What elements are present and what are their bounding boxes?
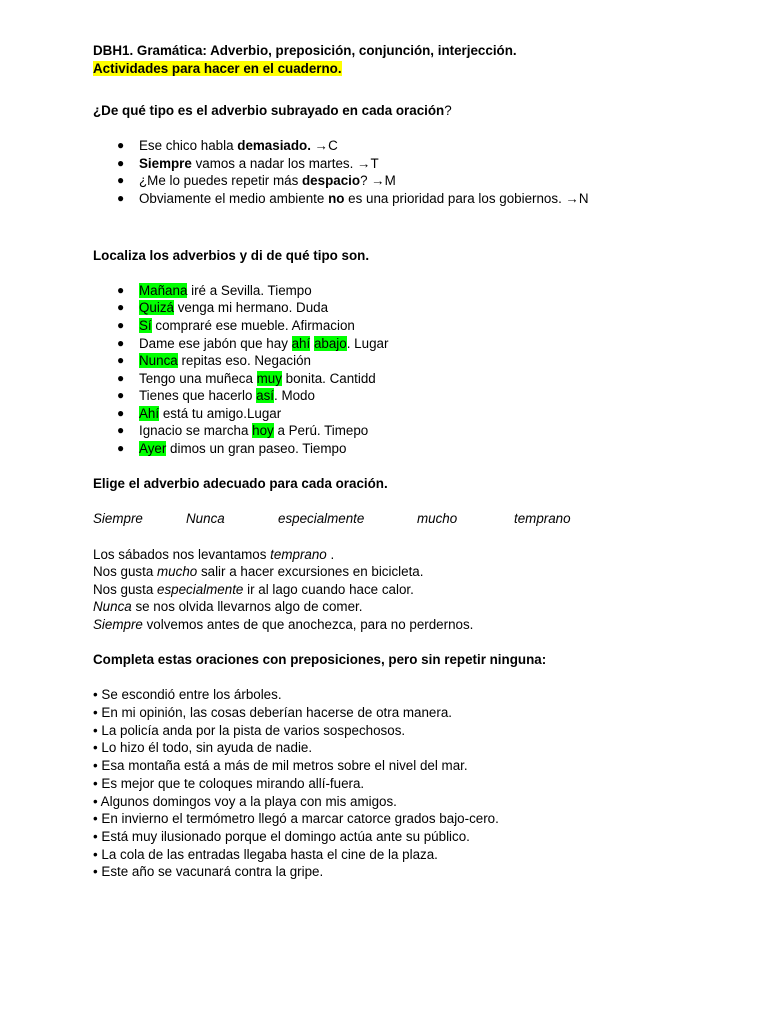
item-text: Tengo una muñeca xyxy=(139,370,257,386)
sentence-text: . xyxy=(326,546,335,562)
preposition-sentence: • En invierno el termómetro llegó a marcar catorce grados bajo-cero. xyxy=(93,811,499,827)
sentence-adverb: Siempre xyxy=(93,617,143,632)
section3-sentences xyxy=(93,546,768,634)
list-item xyxy=(93,155,768,173)
section4-list xyxy=(93,686,768,881)
highlighted-adverb: abajo xyxy=(313,335,347,351)
item-adverb: no xyxy=(328,190,345,206)
item-text: iré a Sevilla. Tiempo xyxy=(187,282,312,298)
list-item xyxy=(93,172,768,190)
item-text: →C xyxy=(310,137,338,153)
item-text: es una prioridad para los gobiernos. →N xyxy=(344,190,589,206)
bullet-dot: ● xyxy=(117,282,125,297)
bullet-dot: ● xyxy=(117,353,125,368)
sentence-adverb: especialmente xyxy=(157,581,244,597)
list-item xyxy=(93,299,768,317)
list-item xyxy=(93,190,768,208)
item-text: ? →M xyxy=(360,173,396,189)
highlighted-adverb: muy xyxy=(256,370,282,386)
highlighted-adverb: Ahí xyxy=(139,405,160,421)
list-item xyxy=(93,317,768,335)
highlighted-adverb: Nunca xyxy=(139,353,178,369)
subtitle-highlight: Actividades para hacer en el cuaderno. xyxy=(93,60,342,76)
section1-heading: ¿De qué tipo es el adverbio subrayado en cada oración? xyxy=(93,102,452,118)
section2-list xyxy=(93,282,768,458)
bullet-dot: ● xyxy=(117,388,125,403)
highlighted-adverb: así xyxy=(256,388,274,404)
sentence xyxy=(93,598,768,616)
sentence-text: se nos olvida llevarnos algo de comer. xyxy=(131,599,363,615)
bullet-dot: ● xyxy=(117,441,125,456)
preposition-sentence: • Esa montaña está a más de mil metros sobre el nivel del mar. xyxy=(93,758,468,774)
choice-word: especialmente xyxy=(278,511,365,527)
document-subtitle xyxy=(93,60,768,78)
bullet-dot: ● xyxy=(117,317,125,332)
bullet-dot: ● xyxy=(117,405,125,420)
adverb-choices xyxy=(93,510,768,528)
item-text: Ese chico habla xyxy=(139,137,238,153)
list-item xyxy=(93,440,768,458)
item-adverb: demasiado. xyxy=(237,137,311,153)
list-item xyxy=(93,422,768,440)
preposition-sentence: • Lo hizo él todo, sin ayuda de nadie. xyxy=(93,740,313,756)
sentence-text: Nos gusta xyxy=(93,564,158,580)
sentence-adverb: mucho xyxy=(157,564,198,580)
item-text: . Modo xyxy=(274,388,315,404)
sentence-text: salir a hacer excursiones en bicicleta. xyxy=(197,564,424,580)
list-item xyxy=(93,137,768,155)
bullet-dot: ● xyxy=(117,370,125,385)
list-item xyxy=(93,352,768,370)
preposition-sentence: • Se escondió entre los árboles. xyxy=(93,687,282,703)
preposition-sentence: • La policía anda por la pista de varios sospechosos. xyxy=(93,722,406,738)
document-title: DBH1. Gramática: Adverbio, preposición, conjunción, interjección. xyxy=(93,43,517,58)
preposition-sentence: • Algunos domingos voy a la playa con mis amigos. xyxy=(93,793,397,809)
choice-word: mucho xyxy=(417,511,458,527)
preposition-sentence: • La cola de las entradas llegaba hasta el cine de la plaza. xyxy=(93,846,438,862)
sentence-adverb: Nunca xyxy=(93,599,132,615)
highlighted-adverb: Ayer xyxy=(139,441,167,457)
item-adverb: despacio xyxy=(302,173,361,189)
item-text: Dame ese jabón que hay xyxy=(139,335,292,351)
item-text: está tu amigo.Lugar xyxy=(159,405,282,421)
sentence-text: volvemos antes de que anochezca, para no perdernos. xyxy=(142,617,474,632)
preposition-sentence: • Este año se vacunará contra la gripe. xyxy=(93,864,324,880)
item-text: repitas eso. Negación xyxy=(177,353,311,369)
section3-heading: Elige el adverbio adecuado para cada oración. xyxy=(93,476,388,492)
preposition-sentence: • En mi opinión, las cosas deberían hacerse de otra manera. xyxy=(93,705,452,721)
item-text: a Perú. Timepo xyxy=(273,423,369,439)
highlighted-adverb: hoy xyxy=(252,423,274,439)
list-item xyxy=(93,370,768,388)
sentence xyxy=(93,546,768,564)
sentence-adverb: temprano xyxy=(270,546,327,562)
bullet-dot: ● xyxy=(117,335,125,350)
item-text: Tienes que hacerlo xyxy=(139,388,257,404)
choice-word: Nunca xyxy=(186,511,225,527)
highlighted-adverb: Quizá xyxy=(139,300,174,316)
item-text: Ignacio se marcha xyxy=(139,423,253,439)
item-text: bonita. Cantidd xyxy=(281,370,376,386)
item-text: compraré ese mueble. Afirmacion xyxy=(151,317,355,333)
highlighted-adverb: ahí xyxy=(291,335,311,351)
bullet-dot: ● xyxy=(117,300,125,315)
bullet-dot: ● xyxy=(117,155,125,170)
item-adverb: Siempre xyxy=(139,155,192,171)
list-item xyxy=(93,335,768,353)
bullet-dot: ● xyxy=(117,173,125,188)
preposition-sentence: • Es mejor que te coloques mirando allí-fuera. xyxy=(93,775,365,791)
item-text: . Lugar xyxy=(346,335,389,351)
list-item xyxy=(93,387,768,405)
bullet-dot: ● xyxy=(117,137,125,152)
item-text: Obviamente el medio ambiente xyxy=(139,190,329,206)
highlighted-adverb: Sí xyxy=(139,317,152,333)
choice-word: Siempre xyxy=(93,511,143,527)
item-text: venga mi hermano. Duda xyxy=(173,300,329,316)
item-text: vamos a nadar los martes. →T xyxy=(191,155,379,171)
section4-heading: Completa estas oraciones con preposiciones, pero sin repetir ninguna: xyxy=(93,652,547,668)
sentence xyxy=(93,616,768,634)
choice-word: temprano xyxy=(514,511,571,527)
list-item xyxy=(93,405,768,423)
sentence xyxy=(93,581,768,599)
list-item xyxy=(93,282,768,300)
item-text: ¿Me lo puedes repetir más xyxy=(139,173,302,189)
item-text: dimos un gran paseo. Tiempo xyxy=(166,441,347,457)
sentence-text: Los sábados nos levantamos xyxy=(93,546,271,562)
preposition-sentence: • Está muy ilusionado porque el domingo actúa ante su público. xyxy=(93,829,470,844)
sentence xyxy=(93,563,768,581)
bullet-dot: ● xyxy=(117,190,125,205)
highlighted-adverb: Mañana xyxy=(139,282,188,298)
sentence-text: Nos gusta xyxy=(93,581,158,597)
section1-list xyxy=(93,137,768,207)
section2-heading: Localiza los adverbios y di de qué tipo son. xyxy=(93,247,370,263)
bullet-dot: ● xyxy=(117,423,125,438)
sentence-text: ir al lago cuando hace calor. xyxy=(243,581,414,597)
